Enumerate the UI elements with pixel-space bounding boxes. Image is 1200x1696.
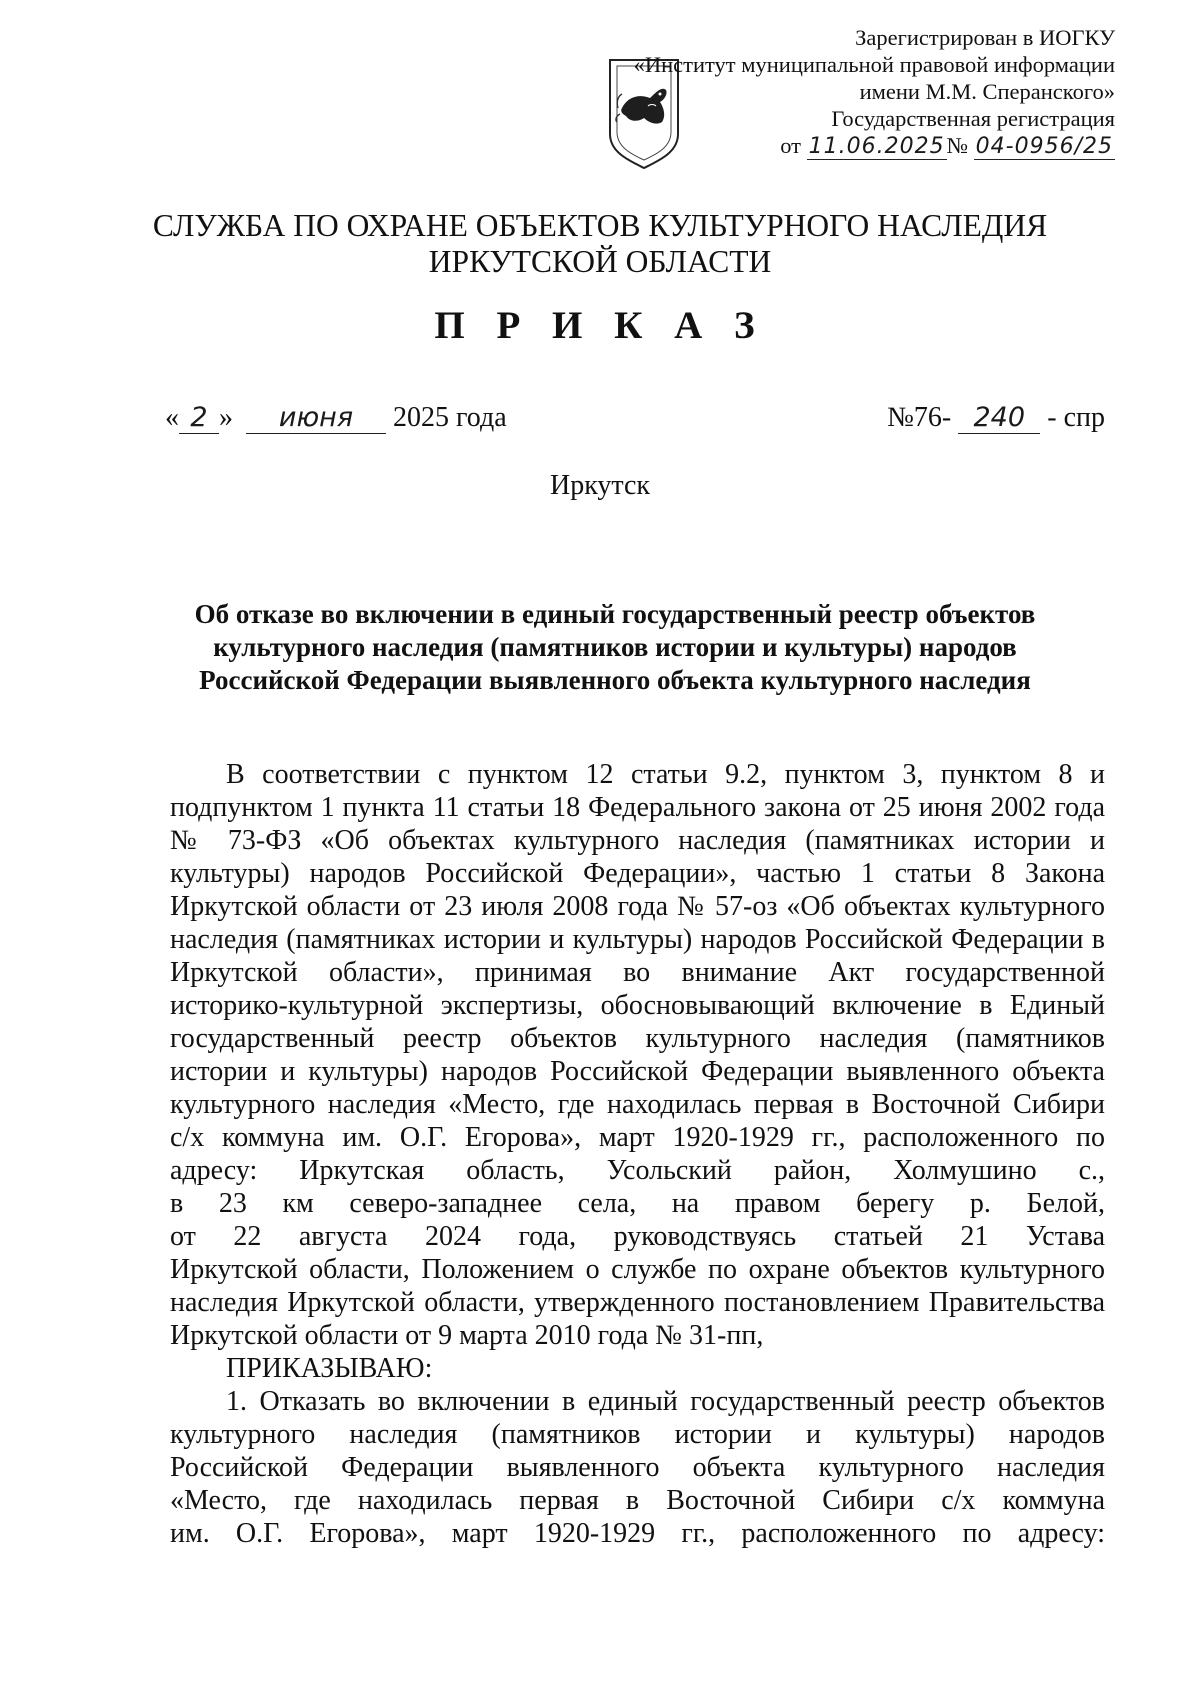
registration-date-value: 11.06.2025 <box>808 134 945 159</box>
clause-1-line: культурного наследия (памятников истории и культуры) народов <box>170 1419 1105 1450</box>
order-date <box>165 402 507 434</box>
registration-number-prefix: № <box>946 133 969 158</box>
date-close-quote: » <box>219 402 233 433</box>
order-number-prefix: №76- <box>887 402 952 433</box>
subject-line-2: культурного наследия (памятников истории и культуры) народов <box>213 632 1017 662</box>
registration-line-1: Зарегистрирован в ИОГКУ <box>855 25 1115 50</box>
date-day-field <box>179 403 219 434</box>
agency-line-2: ИРКУТСКОЙ ОБЛАСТИ <box>428 244 772 279</box>
clause-1-line: «Место, где находилась первая в Восточной Сибири с/х коммуна <box>170 1485 1105 1516</box>
clause-1-line: 1. Отказать во включении в единый государственный реестр объектов <box>226 1386 1105 1417</box>
body-line: истории и культуры) народов Российской Федерации выявленного объекта <box>170 1056 1105 1087</box>
document-type-title: П Р И К А З <box>434 304 766 347</box>
clause-1-line: им. О.Г. Егорова», март 1920-1929 гг., расположенного по адресу: <box>170 1518 1105 1549</box>
subject-line-3: Российской Федерации выявленного объекта культурного наследия <box>199 665 1031 695</box>
date-month-field <box>246 403 386 434</box>
registration-date-line <box>555 132 1115 160</box>
body-line: Иркутской области, Положением о службе по охране объектов культурного <box>170 1254 1105 1285</box>
body-line: культурного наследия «Место, где находилась первая в Восточной Сибири <box>170 1089 1105 1120</box>
order-number-value: 240 <box>973 402 1026 433</box>
order-number-field <box>958 403 1040 434</box>
order-subject <box>140 598 1090 697</box>
order-number-suffix: - спр <box>1047 402 1105 433</box>
registration-number-value: 04-0956/25 <box>975 134 1113 159</box>
body-line: В соответствии с пунктом 12 статьи 9.2, пунктом 3, пунктом 8 и <box>226 759 1105 790</box>
agency-name <box>0 208 1200 280</box>
date-year-text: 2025 года <box>393 402 507 433</box>
body-line: наследия (памятниках истории и культуры) народов Российской Федерации в <box>170 924 1105 955</box>
city-name: Иркутск <box>549 470 651 501</box>
registration-stamp <box>555 24 1115 160</box>
clause-1-line: Российской Федерации выявленного объекта культурного наследия <box>170 1452 1105 1483</box>
date-open-quote: « <box>165 402 179 433</box>
body-line: Иркутской области от 9 марта 2010 года № 31-пп, <box>170 1320 764 1351</box>
body-line: с/х коммуна им. О.Г. Егорова», март 1920-1929 гг., расположенного по <box>170 1122 1105 1153</box>
order-number <box>887 402 1105 434</box>
body-line: Иркутской области», принимая во внимание Акт государственной <box>170 957 1105 988</box>
body-line: Иркутской области от 23 июля 2008 года № 57-оз «Об объектах культурного <box>170 891 1105 922</box>
body-line: культуры) народов Российской Федерации», частью 1 статьи 8 Закона <box>170 858 1105 889</box>
date-day-value: 2 <box>190 402 208 433</box>
order-command: ПРИКАЗЫВАЮ: <box>226 1353 433 1384</box>
body-line: подпунктом 1 пункта 11 статьи 18 Федерального закона от 25 июня 2002 года <box>170 792 1105 823</box>
registration-line-4: Государственная регистрация <box>831 106 1115 131</box>
date-number-line <box>165 402 1105 442</box>
body-line: адресу: Иркутская область, Усольский район, Холмушино с., <box>170 1155 1105 1186</box>
body-line: государственный реестр объектов культурного наследия (памятников <box>170 1023 1105 1054</box>
subject-line-1: Об отказе во включении в единый государственный реестр объектов <box>194 599 1036 629</box>
agency-line-1: СЛУЖБА ПО ОХРАНЕ ОБЪЕКТОВ КУЛЬТУРНОГО НАСЛЕДИЯ <box>152 208 1048 243</box>
body-line: от 22 августа 2024 года, руководствуясь статьей 21 Устава <box>170 1221 1105 1252</box>
body-line: № 73-ФЗ «Об объектах культурного наследия (памятниках истории и <box>170 825 1105 856</box>
registration-line-3: имени М.М. Сперанского» <box>859 79 1115 104</box>
date-month-value: июня <box>278 402 354 433</box>
body-line: наследия Иркутской области, утвержденного постановлением Правительства <box>170 1287 1105 1318</box>
body-line: в 23 км северо-западнее села, на правом берегу р. Белой, <box>170 1188 1105 1219</box>
registration-date-prefix: от <box>780 133 801 158</box>
body-line: историко-культурной экспертизы, обосновывающий включение в Единый <box>170 990 1105 1021</box>
order-body <box>170 758 1105 1550</box>
registration-line-2: «Институт муниципальной правовой информации <box>633 52 1115 77</box>
